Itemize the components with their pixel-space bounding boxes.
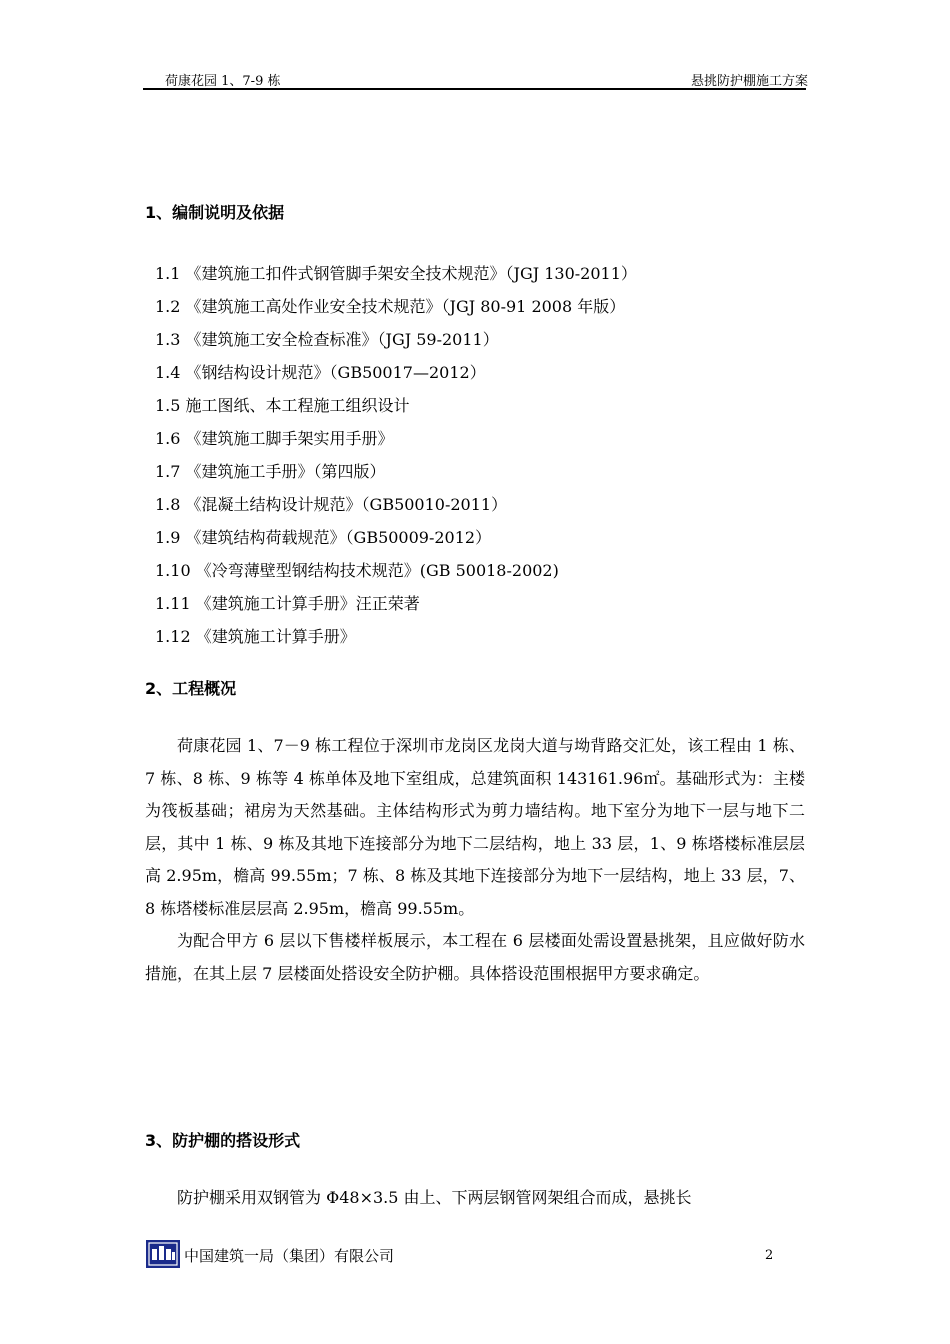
footer-company-name: 中国建筑一局（集团）有限公司 — [184, 1247, 395, 1265]
reference-item: 1.12 《建筑施工计算手册》 — [155, 627, 356, 646]
reference-item: 1.9 《建筑结构荷载规范》（GB50009-2012） — [155, 528, 492, 547]
overview-paragraph-2: 为配合甲方 6 层以下售楼样板展示，本工程在 6 层楼面处需设置悬挑架，且应做好防水措施，在其上层 7 层楼面处搭设安全防护棚。具体搭设范围根据甲方要求确定。 — [145, 931, 805, 983]
reference-item: 1.5 施工图纸、本工程施工组织设计 — [155, 396, 410, 415]
company-logo-icon — [146, 1240, 180, 1268]
header-rule — [143, 88, 806, 90]
reference-item: 1.6 《建筑施工脚手架实用手册》 — [155, 429, 394, 448]
section-3-heading: 3、防护棚的搭设形式 — [145, 1131, 301, 1150]
reference-item: 1.1 《建筑施工扣件式钢管脚手架安全技术规范》（JGJ 130-2011） — [155, 264, 637, 283]
reference-item: 1.4 《钢结构设计规范》（GB50017—2012） — [155, 363, 486, 382]
section-2-heading: 2、工程概况 — [145, 679, 237, 698]
reference-item: 1.10 《冷弯薄壁型钢结构技术规范》(GB 50018-2002) — [155, 561, 559, 580]
reference-item: 1.2 《建筑施工高处作业安全技术规范》（JGJ 80-91 2008 年版） — [155, 297, 626, 316]
reference-item: 1.7 《建筑施工手册》（第四版） — [155, 462, 386, 481]
page-number: 2 — [765, 1248, 774, 1263]
header-document-title: 悬挑防护棚施工方案 — [690, 74, 808, 89]
overview-paragraph-1: 荷康花园 1、7－9 栋工程位于深圳市龙岗区龙岗大道与坳背路交汇处，该工程由 1 栋、7 栋、8 栋、9 栋等 4 栋单体及地下室组成，总建筑面积 143161.96㎡。基础形式为：主楼为筏板基础；裙房为天然基础。主体结构形式为剪力墙结构。地下室分为地下一层与地下二层，其中 1 栋、9 栋及其地下连接部分为地下二层结构，地上 33 层，1、9 栋塔楼标准层层高 2.95m，檐高 99.55m；7 栋、8 栋及其地下连接部分为地下一层结构，地上 33 层，7、8 栋塔楼标准层层高 2.95m，檐高 99.55m。 — [145, 736, 805, 918]
shed-form-paragraph: 防护棚采用双钢管为 Φ48×3.5 由上、下两层钢管网架组合而成，悬挑长 — [177, 1188, 692, 1207]
reference-item: 1.3 《建筑施工安全检查标准》（JGJ 59-2011） — [155, 330, 499, 349]
reference-item: 1.11 《建筑施工计算手册》汪正荣著 — [155, 594, 420, 613]
reference-item: 1.8 《混凝土结构设计规范》（GB50010-2011） — [155, 495, 508, 514]
section-1-heading: 1、编制说明及依据 — [145, 203, 285, 222]
header-project-name: 荷康花园 1、7-9 栋 — [165, 74, 281, 89]
shed-form-text — [145, 1182, 805, 1215]
reference-list — [155, 257, 637, 653]
project-overview — [145, 730, 805, 990]
